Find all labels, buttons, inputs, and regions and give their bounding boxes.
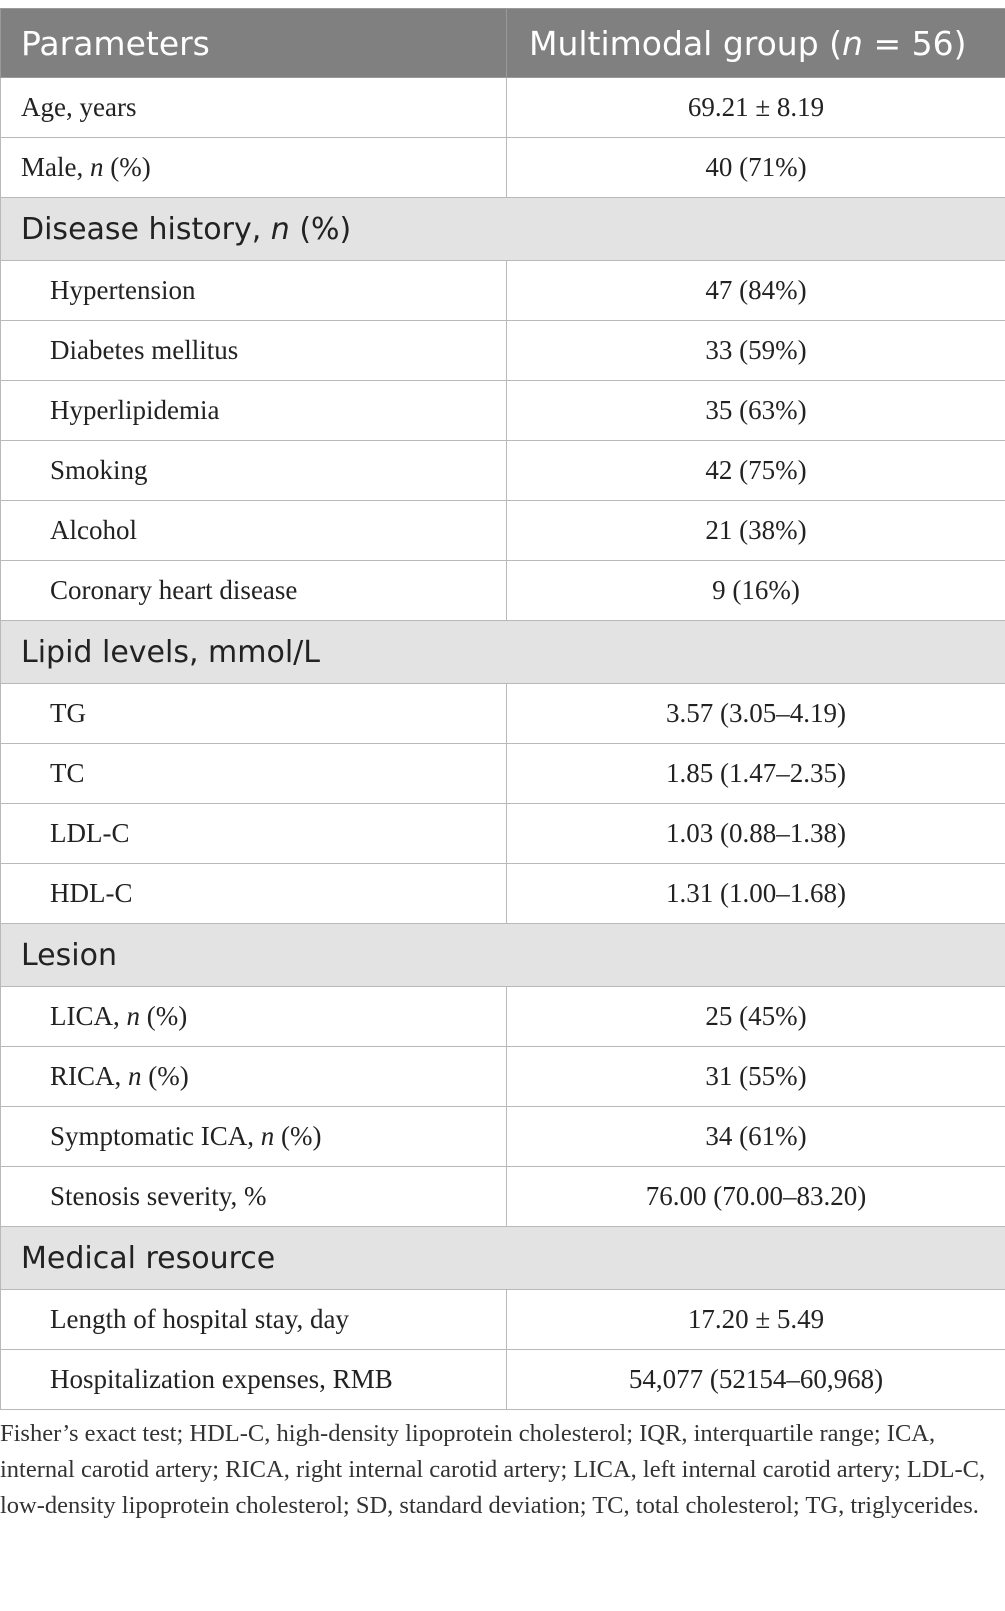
- row-label: TG: [1, 684, 507, 744]
- row-label: Stenosis severity, %: [1, 1167, 507, 1227]
- table-row: [1, 864, 1005, 924]
- row-label: Length of hospital stay, day: [1, 1290, 507, 1350]
- row-value: 33 (59%): [507, 321, 1005, 381]
- row-label: Smoking: [1, 441, 507, 501]
- table-row: [1, 501, 1005, 561]
- table-container: [0, 8, 1005, 1410]
- row-value: 25 (45%): [507, 987, 1005, 1047]
- row-value: 9 (16%): [507, 561, 1005, 621]
- row-label: Coronary heart disease: [1, 561, 507, 621]
- label-n: n: [128, 1061, 142, 1091]
- table-row: [1, 1047, 1005, 1107]
- row-value: 34 (61%): [507, 1107, 1005, 1167]
- table-row: [1, 1167, 1005, 1227]
- row-label: Alcohol: [1, 501, 507, 561]
- row-value: 17.20 ± 5.49: [507, 1290, 1005, 1350]
- row-label: TC: [1, 744, 507, 804]
- section-title-prefix: Disease history,: [21, 211, 271, 247]
- table-row: [1, 441, 1005, 501]
- label-suffix: (%): [274, 1121, 322, 1151]
- row-value: 40 (71%): [507, 138, 1005, 198]
- row-value: 76.00 (70.00–83.20): [507, 1167, 1005, 1227]
- row-label: [1, 138, 507, 198]
- section-row-medical-resource: [1, 1227, 1005, 1290]
- row-value: 42 (75%): [507, 441, 1005, 501]
- label-n: n: [126, 1001, 140, 1031]
- table-row: [1, 561, 1005, 621]
- row-value: 31 (55%): [507, 1047, 1005, 1107]
- header-group-n: n: [842, 23, 863, 63]
- table-row: [1, 138, 1005, 198]
- table-row: [1, 804, 1005, 864]
- section-row-lesion: [1, 924, 1005, 987]
- row-label: Age, years: [1, 78, 507, 138]
- label-prefix: Symptomatic ICA,: [50, 1121, 261, 1151]
- label-suffix: (%): [140, 1001, 188, 1031]
- baseline-characteristics-table: [0, 8, 1005, 1410]
- table-header-row: [1, 9, 1005, 78]
- table-row: [1, 1107, 1005, 1167]
- label-prefix: RICA,: [50, 1061, 129, 1091]
- row-label: HDL-C: [1, 864, 507, 924]
- section-title: Lesion: [1, 924, 1005, 987]
- header-multimodal-group: [507, 9, 1005, 78]
- row-label: Hyperlipidemia: [1, 381, 507, 441]
- header-group-suffix: = 56): [862, 23, 967, 63]
- row-label: Hypertension: [1, 261, 507, 321]
- row-label: LDL-C: [1, 804, 507, 864]
- row-label: [1, 1107, 507, 1167]
- row-value: 47 (84%): [507, 261, 1005, 321]
- section-row-lipid-levels: [1, 621, 1005, 684]
- table-row: [1, 78, 1005, 138]
- table-row: [1, 381, 1005, 441]
- header-parameters: Parameters: [1, 9, 507, 78]
- row-value: 1.03 (0.88–1.38): [507, 804, 1005, 864]
- label-suffix: (%): [103, 152, 151, 182]
- table-footnote: Fisher’s exact test; HDL-C, high-density lipoprotein cholesterol; IQR, interquartile range; ICA, internal carotid artery; RICA, right internal carotid artery; LICA, left internal carotid artery; LDL-C, low-density lipoprotein cholesterol; SD, standard deviation; TC, total cholesterol; TG, triglycerides.: [0, 1420, 986, 1519]
- label-prefix: LICA,: [50, 1001, 127, 1031]
- row-label: [1, 1047, 507, 1107]
- section-title: Lipid levels, mmol/L: [1, 621, 1005, 684]
- label-n: n: [89, 152, 104, 182]
- table-row: [1, 261, 1005, 321]
- row-value: 1.85 (1.47–2.35): [507, 744, 1005, 804]
- section-row-disease-history: [1, 198, 1005, 261]
- section-title-n: n: [270, 211, 290, 247]
- section-title: [1, 198, 1005, 261]
- row-value: 3.57 (3.05–4.19): [507, 684, 1005, 744]
- row-value: 21 (38%): [507, 501, 1005, 561]
- row-value: 54,077 (52154–60,968): [507, 1350, 1005, 1410]
- label-prefix: Male,: [21, 152, 90, 182]
- table-row: [1, 321, 1005, 381]
- table-row: [1, 744, 1005, 804]
- row-label: Diabetes mellitus: [1, 321, 507, 381]
- row-label: Hospitalization expenses, RMB: [1, 1350, 507, 1410]
- section-title: Medical resource: [1, 1227, 1005, 1290]
- header-group-prefix: Multimodal group (: [529, 23, 843, 63]
- table-row: [1, 1290, 1005, 1350]
- section-title-suffix: (%): [289, 211, 352, 247]
- label-suffix: (%): [141, 1061, 189, 1091]
- table-row: [1, 684, 1005, 744]
- row-value: 1.31 (1.00–1.68): [507, 864, 1005, 924]
- table-row: [1, 1350, 1005, 1410]
- row-label: [1, 987, 507, 1047]
- row-value: 69.21 ± 8.19: [507, 78, 1005, 138]
- label-n: n: [260, 1121, 275, 1151]
- row-value: 35 (63%): [507, 381, 1005, 441]
- table-row: [1, 987, 1005, 1047]
